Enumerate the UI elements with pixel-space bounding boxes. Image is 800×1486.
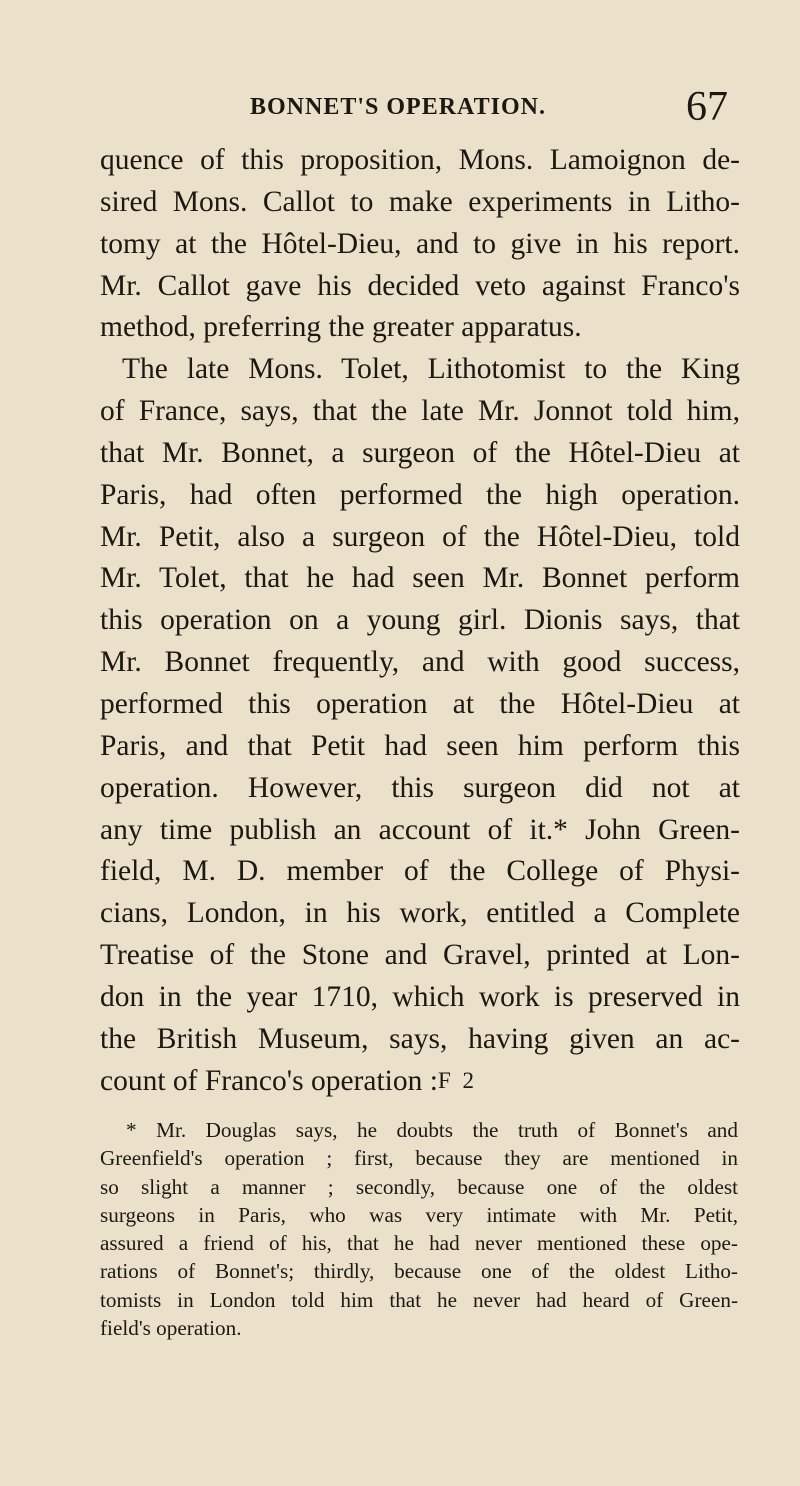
body-line: quence of this proposition, Mons. Lamoignon de-	[100, 144, 740, 176]
body-line: Mr. Tolet, that he had seen Mr. Bonnet perform	[100, 562, 740, 595]
running-head	[0, 86, 800, 134]
body-line: count of Franco's operation :	[100, 1064, 438, 1097]
body-line: operation. However, this surgeon did not at	[100, 771, 740, 804]
footnote-line: assured a friend of his, that he had never mentioned these ope-	[100, 1231, 738, 1256]
body-line: this operation on a young girl. Dionis says, that	[100, 604, 740, 637]
body-line: field, M. D. member of the College of Physi-	[100, 855, 740, 888]
footnote-line: * Mr. Douglas says, he doubts the truth of Bonnet's and	[126, 1118, 738, 1142]
body-line: cians, London, in his work, entitled a Complete	[100, 897, 740, 930]
body-line: Paris, had often performed the high operation.	[100, 478, 740, 511]
signature-mark: F 2	[438, 1068, 478, 1093]
body-line: method, preferring the greater apparatus.	[100, 311, 582, 344]
body-text	[100, 140, 740, 1102]
body-line: of France, says, that the late Mr. Jonnot told him,	[100, 395, 740, 428]
body-line: performed this operation at the Hôtel-Dieu at	[100, 687, 740, 720]
footnote-line: field's operation.	[100, 1316, 242, 1341]
page-number: 67	[686, 84, 728, 130]
body-line: tomy at the Hôtel-Dieu, and to give in his report.	[100, 227, 740, 260]
body-line: The late Mons. Tolet, Lithotomist to the King	[122, 353, 740, 386]
running-title: BONNET'S OPERATION.	[250, 94, 546, 120]
footnote	[100, 1116, 738, 1342]
body-line: don in the year 1710, which work is preserved in	[100, 980, 740, 1013]
footnote-line: rations of Bonnet's; thirdly, because one of the oldest Litho-	[100, 1259, 738, 1284]
body-line: the British Museum, says, having given an ac-	[100, 1022, 740, 1055]
body-line: any time publish an account of it.* John Green-	[100, 813, 740, 846]
body-line: Mr. Petit, also a surgeon of the Hôtel-Dieu, told	[100, 520, 740, 553]
body-line: Treatise of the Stone and Gravel, printed at Lon-	[100, 939, 740, 972]
footnote-line: tomists in London told him that he never had heard of Green-	[100, 1287, 738, 1312]
footnote-line: surgeons in Paris, who was very intimate with Mr. Petit,	[100, 1202, 738, 1227]
body-line: Paris, and that Petit had seen him perform this	[100, 729, 740, 762]
body-line: Mr. Bonnet frequently, and with good success,	[100, 646, 740, 679]
body-line: Mr. Callot gave his decided veto against Franco's	[100, 269, 740, 302]
footnote-line: so slight a manner ; secondly, because one of the oldest	[100, 1174, 738, 1199]
body-line: sired Mons. Callot to make experiments in Litho-	[100, 185, 740, 218]
footnote-line: Greenfield's operation ; first, because they are mentioned in	[100, 1146, 738, 1171]
body-line: that Mr. Bonnet, a surgeon of the Hôtel-Dieu at	[100, 436, 740, 469]
